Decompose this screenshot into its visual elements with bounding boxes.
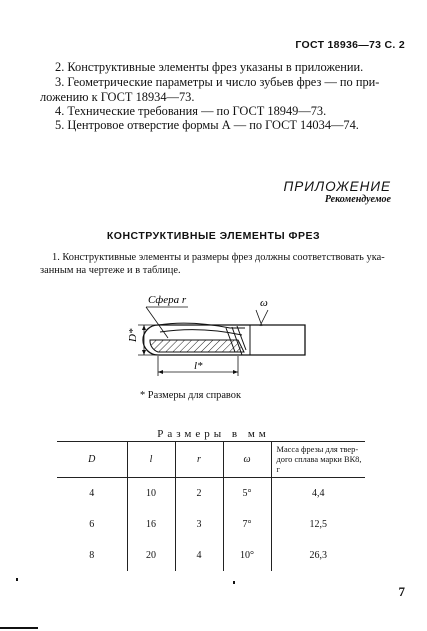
cell-l: 10 — [127, 478, 175, 509]
cell-omega: 7° — [223, 509, 271, 540]
col-header-mass — [271, 442, 365, 478]
clause-5: 5. Центровое отверстие формы А — по ГОСТ 14034—74. — [55, 118, 359, 132]
table-row — [57, 509, 365, 540]
cell-d: 8 — [89, 549, 95, 561]
page-header: ГОСТ 18936—73 С. 2 — [295, 39, 405, 51]
footnote: * Размеры для справок — [140, 390, 242, 401]
appendix-subtitle: Рекомендуемое — [324, 194, 391, 205]
cell-r: 3 — [175, 509, 223, 540]
table-row — [57, 540, 365, 571]
cell-d: 6 — [89, 518, 95, 530]
cell-l: 16 — [127, 509, 175, 540]
clause-3: 3. Геометрические параметры и число зубьев фрез — по при- — [55, 75, 380, 89]
clause-3-continuation: ложению к ГОСТ 18934—73. — [40, 90, 195, 104]
col-header-d: D — [88, 454, 96, 465]
table-header-row — [57, 442, 365, 478]
col-header-omega: ω — [223, 442, 271, 478]
dimensions-table — [57, 441, 365, 571]
diameter-label: D* — [127, 328, 139, 342]
scan-mark — [233, 581, 235, 584]
scan-edge-line — [0, 627, 38, 629]
cell-l: 20 — [127, 540, 175, 571]
col-header-r: r — [175, 442, 223, 478]
col-header-l: l — [127, 442, 175, 478]
col-header-mass-line-1: Масса фрезы для твер- — [276, 444, 359, 454]
length-label: l* — [194, 360, 203, 372]
col-header-mass-line-2: дого сплава марки ВК8, г — [276, 454, 362, 474]
paragraph-line-1: 1. Конструктивные элементы и размеры фрез должны соответствовать ука- — [52, 252, 385, 263]
appendix-title: ПРИЛОЖЕНИЕ — [283, 179, 391, 194]
cell-r: 4 — [175, 540, 223, 571]
cell-r: 2 — [175, 478, 223, 509]
cutter-drawing — [110, 280, 340, 385]
cell-d: 4 — [89, 487, 95, 499]
cell-omega: 5° — [223, 478, 271, 509]
cell-mass: 12,5 — [271, 509, 365, 540]
scan-mark — [16, 578, 18, 581]
table-row — [57, 478, 365, 509]
cell-mass: 4,4 — [271, 478, 365, 509]
cutter-body — [143, 323, 305, 355]
clause-4: 4. Технические требования — по ГОСТ 18949—73. — [55, 104, 327, 118]
paragraph-line-2: занным на чертеже и в таблице. — [40, 265, 181, 276]
section-title: КОНСТРУКТИВНЫЕ ЭЛЕМЕНТЫ ФРЕЗ — [106, 230, 321, 242]
page-number: 7 — [398, 584, 405, 599]
cell-mass: 26,3 — [271, 540, 365, 571]
sphere-label: Сфера r — [148, 294, 187, 306]
cell-omega: 10° — [223, 540, 271, 571]
omega-label: ω — [260, 297, 268, 309]
table-caption: Размеры в мм — [157, 428, 270, 440]
clause-2: 2. Конструктивные элементы фрез указаны в приложении. — [55, 60, 364, 74]
